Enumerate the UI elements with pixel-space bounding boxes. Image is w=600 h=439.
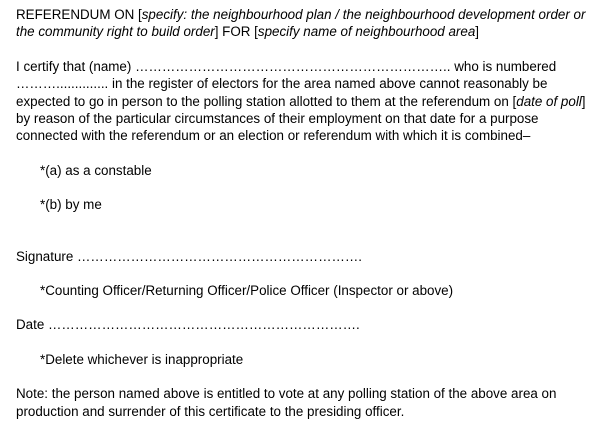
option-by-me: *(b) by me [40,197,102,213]
heading-text-5: ] [475,24,480,40]
certify-text-3: ] by reason of the particular circumstances of their employment on that date for a purpose connected with the referendum or an election or referendum with which it is combined– [16,93,586,144]
heading-specify-area: specify name of neighbourhood area [257,24,476,40]
delete-note: *Delete whichever is inappropriate [40,351,244,367]
certify-date-of-poll: date of poll [516,93,582,109]
heading-text-1: REFERENDUM ON [ [16,7,142,22]
heading-specify-order: specify: the neighbourhood plan / the neighbourhood development order or the community right to build order [16,7,586,40]
footnote: Note: the person named above is entitled to vote at any polling station of the above area on production and surrender of this certificate to the presiding officer. [16,386,557,419]
option-constable: *(a) as a constable [40,162,152,178]
heading-text-3: ] FOR [ [214,24,258,40]
certificate-document [16,6,592,420]
certify-text-1: I certify that (name) …………………………………………………………….. who is numbered ……….............. in the register of electors for the area named above cannot reasonably be expected to go in person to the polling station allotted to them at the referendum on [ [16,58,557,109]
date-line: Date ……………………………………………………………. [16,317,360,333]
signature-line: Signature ………………………………………………………. [16,248,362,264]
referendum-heading [16,6,592,41]
officer-designation: *Counting Officer/Returning Officer/Police Officer (Inspector or above) [40,283,454,299]
certification-paragraph [16,58,592,145]
